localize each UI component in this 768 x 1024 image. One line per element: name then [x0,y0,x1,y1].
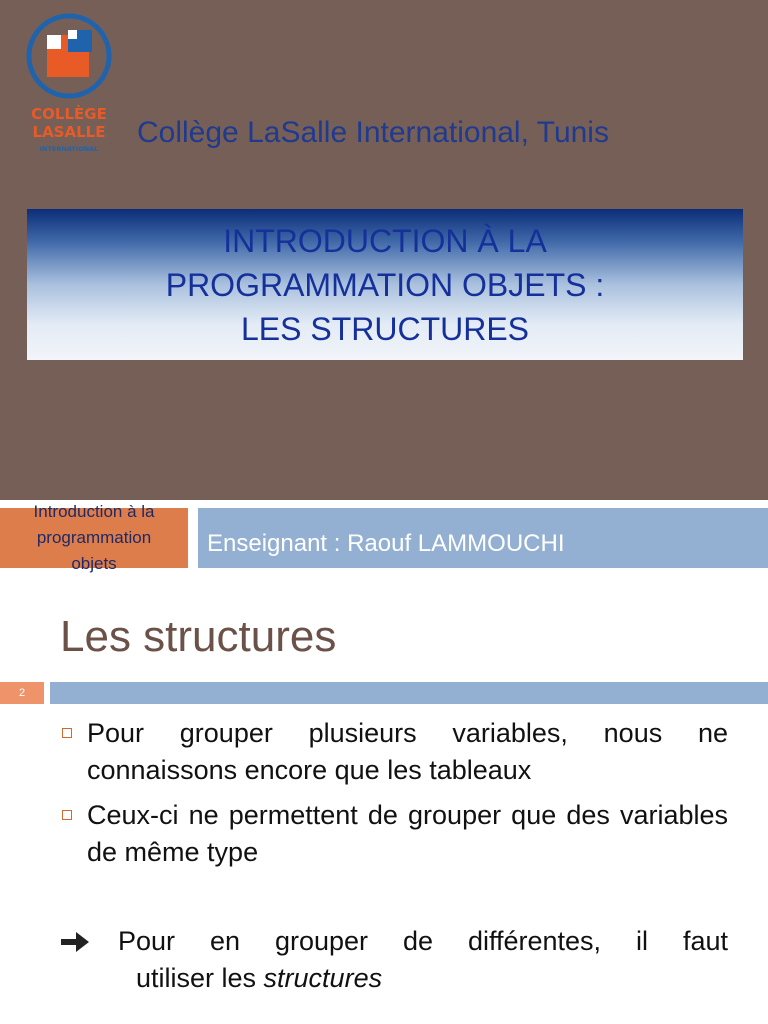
bullet-list [62,715,728,879]
svg-text:INTERNATIONAL: INTERNATIONAL [39,145,99,153]
square-bullet-icon [62,728,72,738]
title-line-2: PROGRAMMATION OBJETS : [165,266,605,303]
teacher-name: Enseignant : Raouf LAMMOUCHI [207,530,565,557]
school-name: Collège LaSalle International, Tunis [137,116,609,149]
page-number-badge: 2 [0,682,44,704]
course-label-line-1: Introduction à la [33,502,155,521]
page-divider-bar [50,682,768,704]
title-line-1: INTRODUCTION À LA [223,222,547,259]
conclusion-emphasis: structures [263,963,383,993]
teacher-banner [198,508,768,568]
svg-text:COLLÈGE: COLLÈGE [31,105,107,123]
slide-title: Les structures [60,612,337,661]
course-label [0,502,188,573]
conclusion [60,923,728,997]
content-slide [0,500,768,1024]
conclusion-line-2 [60,960,728,997]
title-slide [0,0,768,500]
bullet-text: Pour grouper plusieurs variables, nous ne connaissons encore que les tableaux [87,718,728,785]
conclusion-line-1: Pour en grouper de différentes, il faut [118,926,728,956]
presentation-title-box [27,209,743,360]
course-label-line-3: objets [71,554,117,573]
svg-text:LASALLE: LASALLE [32,123,106,141]
list-item [62,715,728,789]
course-label-line-2: programmation [36,528,152,547]
list-item [62,797,728,871]
conclusion-prefix: utiliser les [136,963,264,993]
arrow-right-icon [60,931,90,953]
title-line-3: LES STRUCTURES [240,310,530,347]
square-bullet-icon [62,810,72,820]
college-lasalle-logo [22,10,116,155]
bullet-text: Ceux-ci ne permettent de grouper que des variables de même type [87,800,728,867]
